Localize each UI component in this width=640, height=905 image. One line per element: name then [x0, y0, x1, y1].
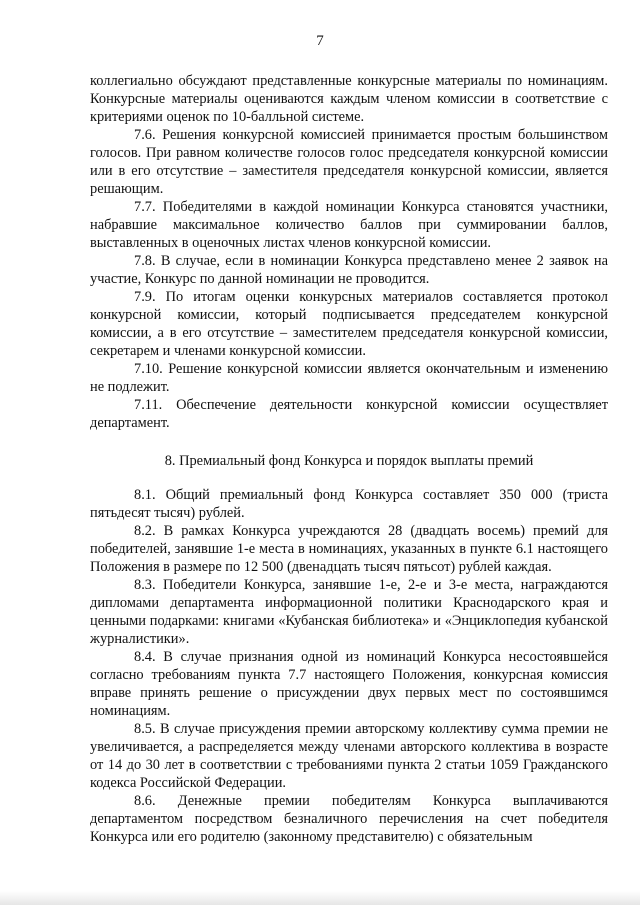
- paragraph-7-6: 7.6. Решения конкурсной комиссией принимается простым большинством голосов. При равном количестве голосов голос председателя конкурсной комиссии или в его отсутствие – заместителя председателя конкурсной комиссии, является решающим.: [90, 127, 608, 197]
- paragraph-7-11: 7.11. Обеспечение деятельности конкурсной комиссии осуществляет департамент.: [90, 397, 608, 431]
- paragraph-8-4: 8.4. В случае признания одной из номинаций Конкурса несостоявшейся согласно требованиям пункта 7.7 настоящего Положения, конкурсная комиссия вправе принять решение о присуждении двух первых мест по состоявшимся номинациям.: [90, 649, 608, 719]
- paragraph-8-3: 8.3. Победители Конкурса, занявшие 1-е, 2-е и 3-е места, награждаются дипломами департамента информационной политики Краснодарского края и ценными подарками: книгами «Кубанская библиотека» и «Энциклопедия кубанской журналистики».: [90, 577, 608, 647]
- paragraph-8-1: 8.1. Общий премиальный фонд Конкурса составляет 350 000 (триста пятьдесят тысяч) рублей.: [90, 487, 608, 521]
- paragraph-8-2: 8.2. В рамках Конкурса учреждаются 28 (двадцать восемь) премий для победителей, занявшие 1-е места в номинациях, указанных в пункте 6.1 настоящего Положения в размере по 12 500 (двенадцать тысяч пятьсот) рублей каждая.: [90, 523, 608, 575]
- paragraph-7-5-continuation: коллегиально обсуждают представленные конкурсные материалы по номинациям. Конкурсные материалы оцениваются каждым членом комиссии в соответствие с критериями оценок по 10-балльной системе.: [90, 73, 608, 125]
- paragraph-7-9: 7.9. По итогам оценки конкурсных материалов составляется протокол конкурсной комиссии, который подписывается председателем конкурсной комиссии, а в его отсутствие – заместителем председателя конкурсной комиссии, секретарем и членами конкурсной комиссии.: [90, 289, 608, 359]
- paragraph-8-5: 8.5. В случае присуждения премии авторскому коллективу сумма премии не увеличивается, а распределяется между членами авторского коллектива в возрасте от 14 до 30 лет в соответствии с требованиями пункта 2 статьи 1059 Гражданского кодекса Российской Федерации.: [90, 721, 608, 791]
- paragraph-7-8: 7.8. В случае, если в номинации Конкурса представлено менее 2 заявок на участие, Конкурс по данной номинации не проводится.: [90, 253, 608, 287]
- scan-bottom-edge: [0, 891, 640, 905]
- paragraph-8-6: 8.6. Денежные премии победителям Конкурса выплачиваются департаментом посредством безналичного перечисления на счет победителя Конкурса или его родителю (законному представителю) с обязательным: [90, 793, 608, 845]
- paragraph-7-10: 7.10. Решение конкурсной комиссии является окончательным и изменению не подлежит.: [90, 361, 608, 395]
- document-body: [90, 72, 608, 846]
- paragraph-7-7: 7.7. Победителями в каждой номинации Конкурса становятся участники, набравшие максимальное количество баллов при суммировании баллов, выставленных в оценочных листах членов конкурсной комиссии.: [90, 199, 608, 251]
- section-8-heading: 8. Премиальный фонд Конкурса и порядок выплаты премий: [164, 453, 534, 469]
- page-number: 7: [316, 33, 324, 49]
